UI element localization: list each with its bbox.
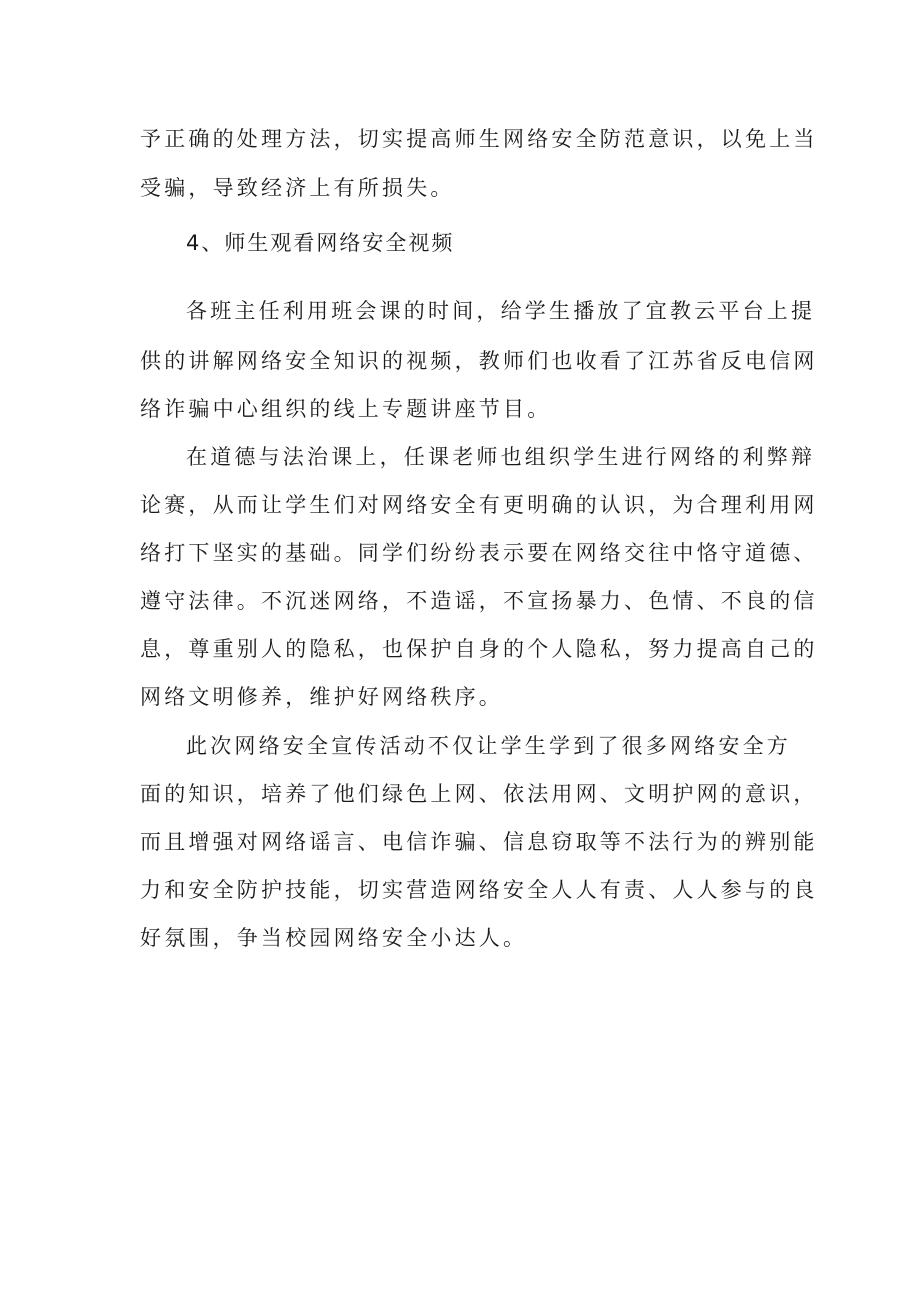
text-line: 而且增强对网络谣言、电信诈骗、信息窃取等不法行为的辨别能 — [140, 830, 818, 854]
text-line: 予正确的处理方法，切实提高师生网络安全防范意识，以免上当 — [140, 127, 818, 151]
text-line: 受骗，导致经济上有所损失。 — [140, 176, 455, 200]
text-line: 好氛围，争当校园网络安全小达人。 — [140, 926, 528, 950]
text-line: 息，尊重别人的隐私，也保护自身的个人隐私，努力提高自己的 — [140, 637, 818, 661]
paragraph-first-line: 在道德与法治课上，任课老师也组织学生进行网络的利弊辩 — [186, 445, 816, 469]
text-line: 网络文明修养，维护好网络秩序。 — [140, 685, 503, 709]
paragraph-first-line: 此次网络安全宣传活动不仅让学生学到了很多网络安全方 — [186, 734, 791, 758]
text-line: 遵守法律。不沉迷网络，不造谣，不宣扬暴力、色情、不良的信 — [140, 589, 818, 613]
text-line: 力和安全防护技能，切实营造网络安全人人有责、人人参与的良 — [140, 878, 818, 902]
text-line: 论赛，从而让学生们对网络安全有更明确的认识，为合理利用网 — [140, 493, 818, 517]
text-line: 络诈骗中心组织的线上专题讲座节目。 — [140, 397, 552, 421]
text-line: 供的讲解网络安全知识的视频，教师们也收看了江苏省反电信网 — [140, 349, 818, 373]
text-line: 络打下坚实的基础。同学们纷纷表示要在网络交往中恪守道德、 — [140, 541, 818, 565]
paragraph-first-line: 各班主任利用班会课的时间，给学生播放了宜教云平台上提 — [186, 299, 816, 323]
section-heading: 4、师生观看网络安全视频 — [186, 231, 455, 255]
text-line: 面的知识，培养了他们绿色上网、依法用网、文明护网的意识， — [140, 782, 818, 806]
